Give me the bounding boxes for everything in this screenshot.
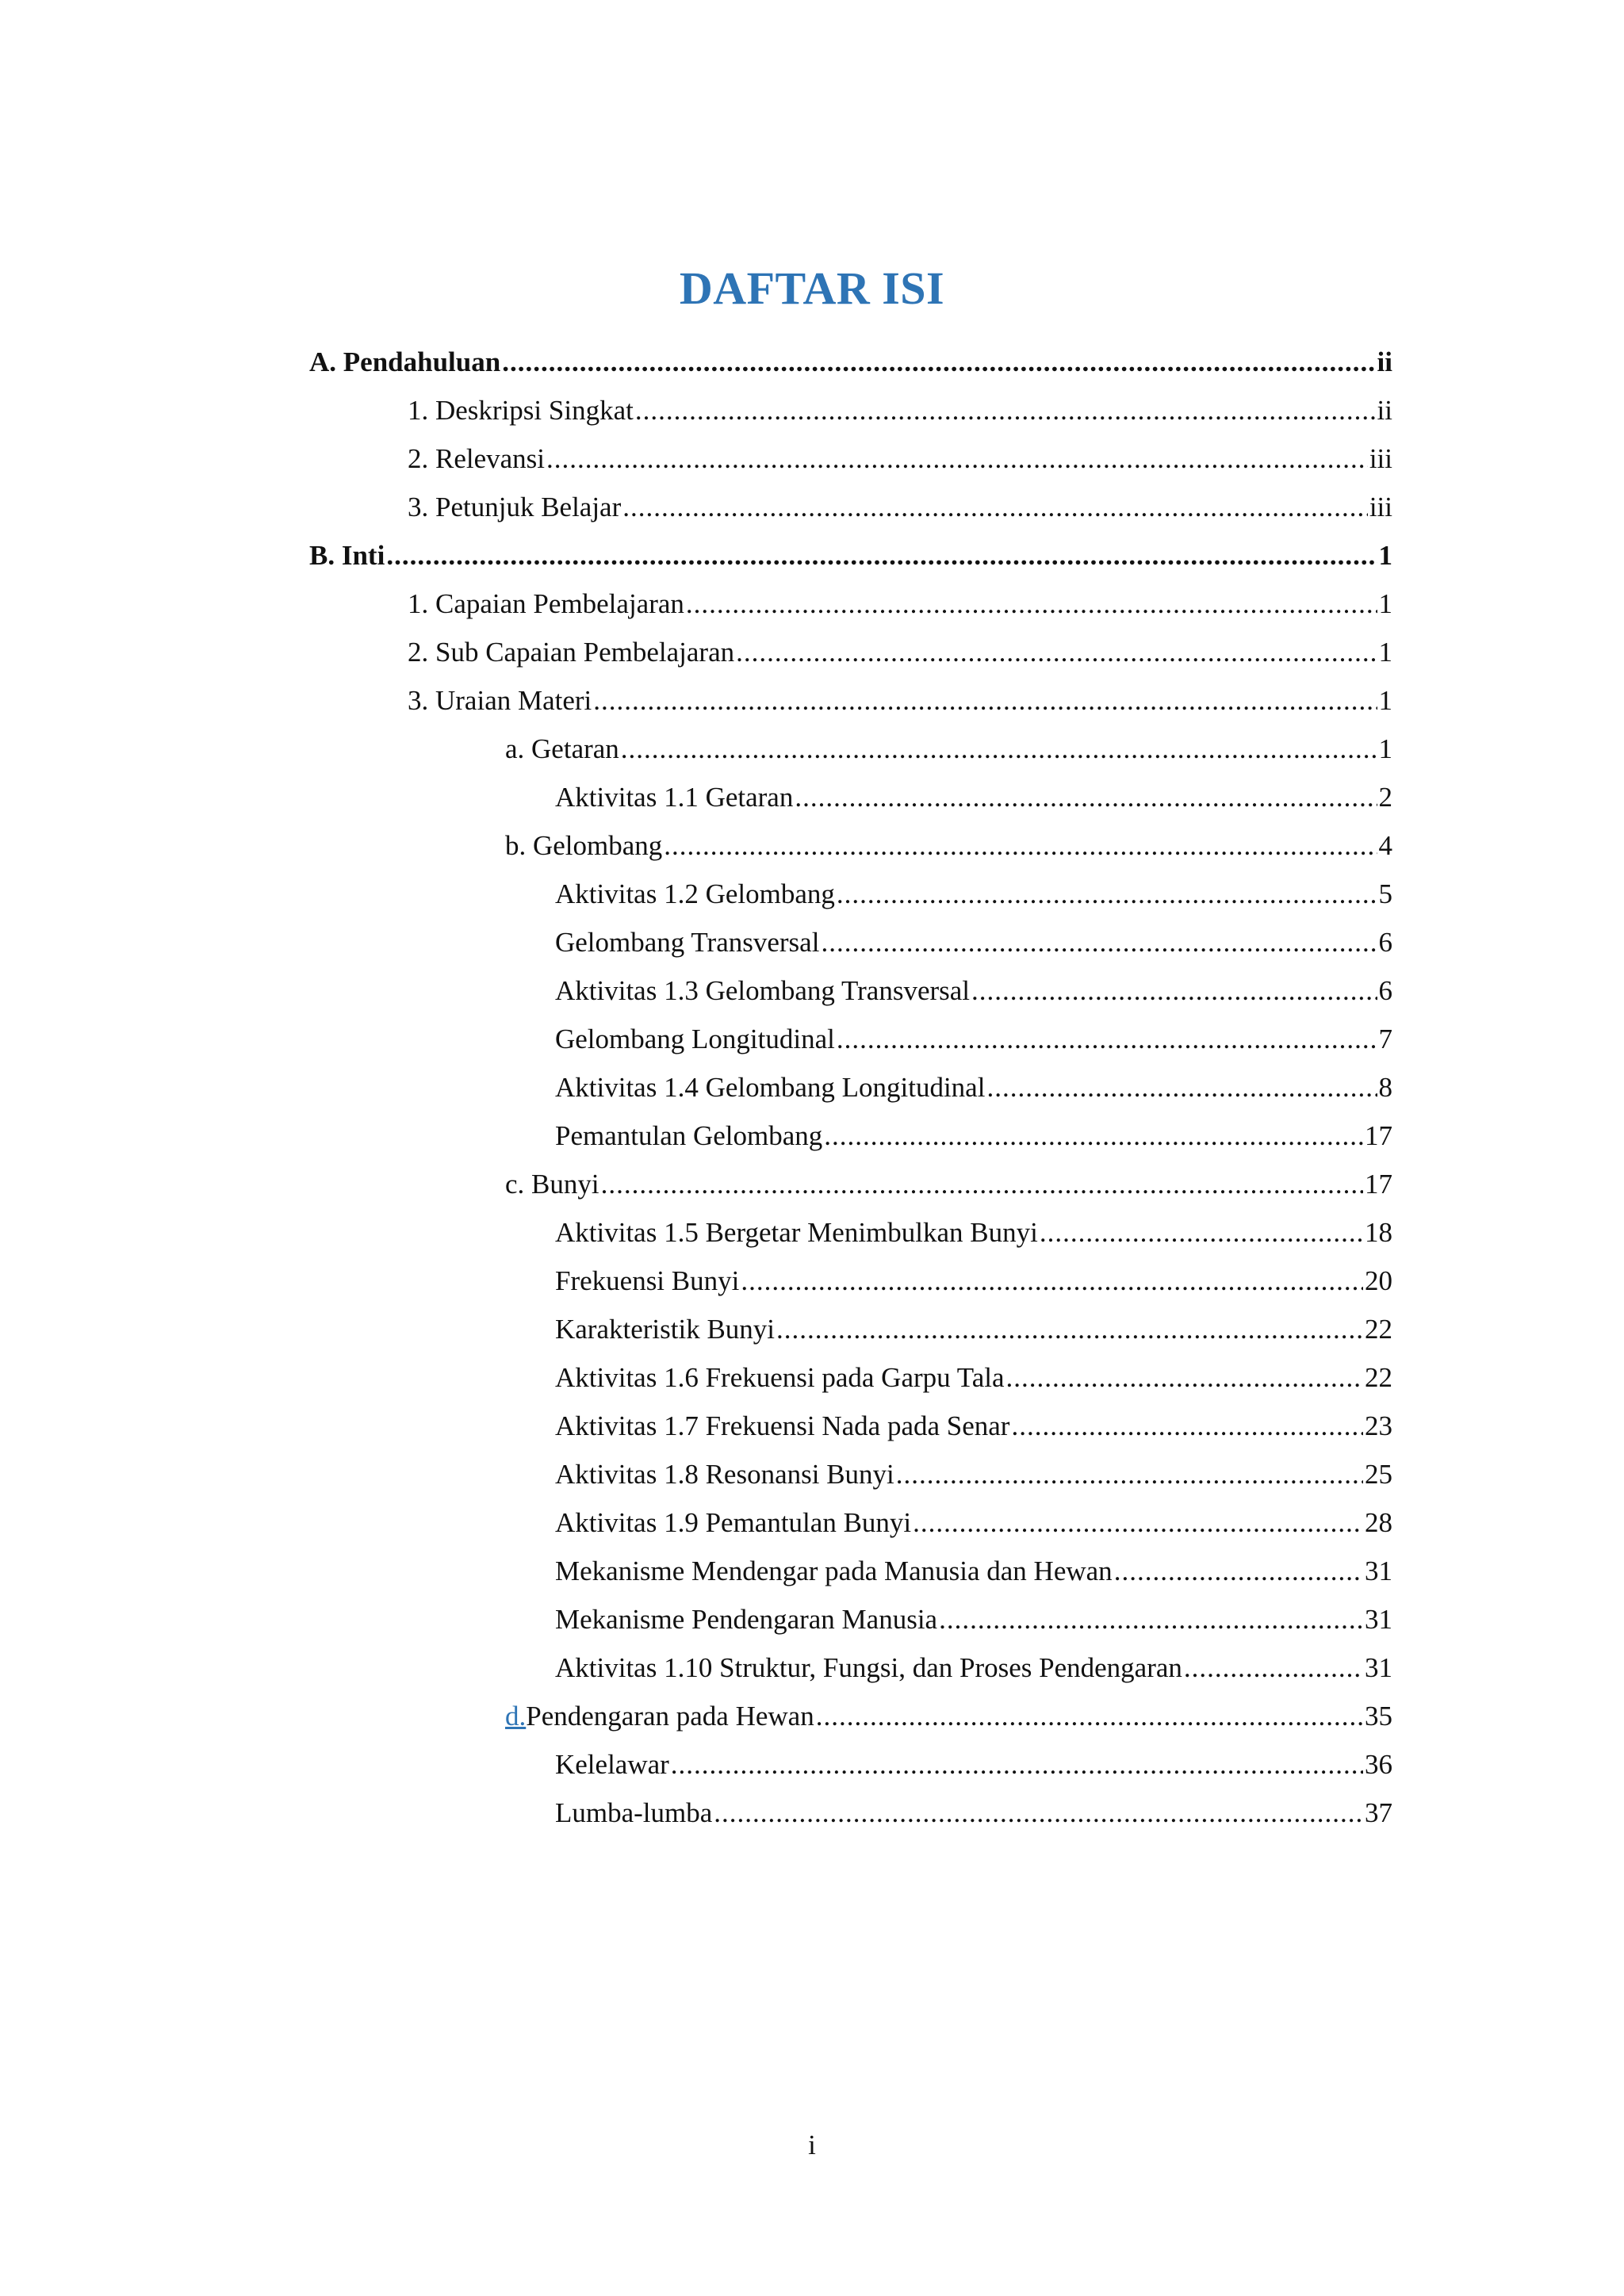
toc-entry-page-number: 31 <box>1365 1604 1392 1635</box>
toc-entry-label: 2. Sub Capaian Pembelajaran <box>408 637 735 668</box>
toc-entry[interactable] <box>555 1455 1392 1494</box>
toc-entry-label: Lumba-lumba <box>555 1797 713 1828</box>
dot-leader <box>986 1068 1377 1108</box>
toc-entry-page-number: 35 <box>1365 1701 1392 1732</box>
toc-entry[interactable] <box>555 1358 1392 1398</box>
toc-entry-label: c. Bunyi <box>505 1169 599 1200</box>
toc-entry-page-number: 17 <box>1365 1169 1392 1200</box>
toc-entry-page-number: 6 <box>1378 975 1392 1006</box>
toc-entry-label: Pendengaran pada Hewan <box>526 1701 814 1732</box>
toc-entry[interactable] <box>555 1600 1392 1640</box>
toc-entry-page-number: 1 <box>1378 637 1392 668</box>
toc-entry-page-number: 1 <box>1378 540 1392 571</box>
toc-entry-page-number: 5 <box>1378 878 1392 909</box>
dot-leader <box>795 778 1377 817</box>
dot-leader <box>821 923 1377 962</box>
toc-entry-page-number: ii <box>1377 346 1392 377</box>
toc-entry[interactable] <box>555 971 1392 1011</box>
toc-entry[interactable] <box>555 1068 1392 1108</box>
toc-entry[interactable] <box>555 1793 1392 1833</box>
toc-entry-page-number: 1 <box>1378 685 1392 716</box>
toc-entry-label: Aktivitas 1.6 Frekuensi pada Garpu Tala <box>555 1362 1005 1393</box>
dot-leader <box>622 488 1368 527</box>
toc-entry[interactable] <box>505 1697 1392 1736</box>
dot-leader <box>635 391 1376 430</box>
dot-leader <box>621 729 1377 769</box>
dot-leader <box>686 584 1377 624</box>
toc-entry[interactable] <box>408 391 1392 430</box>
toc-entry[interactable] <box>555 1310 1392 1349</box>
dot-leader <box>824 1116 1363 1156</box>
toc-entry-page-number: 18 <box>1365 1217 1392 1248</box>
dot-leader <box>1006 1358 1364 1398</box>
page-title: DAFTAR ISI <box>679 262 945 314</box>
toc-entry-page-number: 1 <box>1378 588 1392 619</box>
toc-entry-page-number: 8 <box>1378 1072 1392 1103</box>
page-number: i <box>808 2130 816 2160</box>
dot-leader <box>546 439 1368 479</box>
dot-leader <box>386 536 1377 576</box>
toc-entry-label: B. Inti <box>309 540 385 571</box>
toc-entry-page-number: iii <box>1369 443 1392 474</box>
dot-leader <box>593 681 1377 721</box>
toc-entry[interactable] <box>555 1261 1392 1301</box>
toc-entry-label: 1. Deskripsi Singkat <box>408 395 634 426</box>
toc-entry[interactable] <box>555 778 1392 817</box>
toc-entry[interactable] <box>408 633 1392 672</box>
toc-entry[interactable] <box>555 874 1392 914</box>
toc-entry[interactable] <box>555 1648 1392 1688</box>
toc-entry-page-number: 22 <box>1365 1362 1392 1393</box>
toc-entry-label: A. Pendahuluan <box>309 346 501 377</box>
toc-entry-label: Aktivitas 1.5 Bergetar Menimbulkan Bunyi <box>555 1217 1038 1248</box>
toc-entry-label: Aktivitas 1.4 Gelombang Longitudinal <box>555 1072 986 1103</box>
toc-entry-page-number: 2 <box>1378 782 1392 813</box>
toc-entry-label: Kelelawar <box>555 1749 669 1780</box>
toc-entry-page-number: 25 <box>1365 1459 1392 1490</box>
dot-leader <box>1011 1406 1363 1446</box>
dot-leader <box>1184 1648 1363 1688</box>
toc-entry-label: Aktivitas 1.10 Struktur, Fungsi, dan Proses Pendengaran <box>555 1652 1182 1683</box>
toc-entry-label: a. Getaran <box>505 733 619 764</box>
toc-entry-page-number: 7 <box>1378 1024 1392 1054</box>
toc-entry-page-number: 6 <box>1378 927 1392 958</box>
dot-leader <box>896 1455 1363 1494</box>
toc-entry-page-number: ii <box>1377 395 1392 426</box>
toc-entry[interactable] <box>555 1552 1392 1591</box>
toc-entry-label: Aktivitas 1.2 Gelombang <box>555 878 835 909</box>
toc-entry-label: Aktivitas 1.7 Frekuensi Nada pada Senar <box>555 1410 1010 1441</box>
toc-entry-label: b. Gelombang <box>505 830 663 861</box>
toc-entry[interactable] <box>505 1165 1392 1204</box>
dot-leader <box>971 971 1377 1011</box>
dot-leader <box>664 826 1377 866</box>
toc-entry-page-number: iii <box>1369 492 1392 522</box>
dot-leader <box>736 633 1377 672</box>
toc-entry-label: Aktivitas 1.3 Gelombang Transversal <box>555 975 971 1006</box>
toc-entry[interactable] <box>555 923 1392 962</box>
dot-leader <box>671 1745 1363 1785</box>
toc-entry-label: 3. Uraian Materi <box>408 685 592 716</box>
dot-leader <box>1114 1552 1363 1591</box>
toc-entry-page-number: 22 <box>1365 1314 1392 1345</box>
toc-entry[interactable] <box>555 1503 1392 1543</box>
dot-leader <box>837 874 1377 914</box>
toc-entry-label: 2. Relevansi <box>408 443 546 474</box>
toc-entry-label: Aktivitas 1.9 Pemantulan Bunyi <box>555 1507 912 1538</box>
toc-entry[interactable] <box>555 1406 1392 1446</box>
dot-leader <box>776 1310 1363 1349</box>
toc-entry-page-number: 31 <box>1365 1652 1392 1683</box>
dot-leader <box>714 1793 1363 1833</box>
toc-entry[interactable] <box>555 1020 1392 1059</box>
toc-entry-label: Gelombang Transversal <box>555 927 820 958</box>
dot-leader <box>1040 1213 1363 1253</box>
toc-entry[interactable] <box>408 681 1392 721</box>
toc-entry[interactable] <box>555 1745 1392 1785</box>
dot-leader <box>601 1165 1363 1204</box>
toc-entry[interactable] <box>309 536 1392 576</box>
toc-entry-label: Aktivitas 1.1 Getaran <box>555 782 794 813</box>
toc-entry-marker: d. <box>505 1701 527 1732</box>
toc-entry[interactable] <box>408 439 1392 479</box>
toc-entry-label: Frekuensi Bunyi <box>555 1265 740 1296</box>
dot-leader <box>837 1020 1377 1059</box>
toc-entry-label: Mekanisme Pendengaran Manusia <box>555 1604 938 1635</box>
dot-leader <box>816 1697 1363 1736</box>
toc-entry-page-number: 23 <box>1365 1410 1392 1441</box>
toc-entry[interactable] <box>408 584 1392 624</box>
toc-entry[interactable] <box>505 729 1392 769</box>
toc-entry-page-number: 31 <box>1365 1556 1392 1586</box>
toc-entry-label: Karakteristik Bunyi <box>555 1314 776 1345</box>
toc-entry[interactable] <box>505 826 1392 866</box>
toc-entry-label: 3. Petunjuk Belajar <box>408 492 622 522</box>
toc-entry-page-number: 4 <box>1378 830 1392 861</box>
toc-entry-page-number: 37 <box>1365 1797 1392 1828</box>
toc-entry-label: Mekanisme Mendengar pada Manusia dan Hewan <box>555 1556 1113 1586</box>
dot-leader <box>741 1261 1363 1301</box>
toc-entry-page-number: 1 <box>1378 733 1392 764</box>
toc-entry-label: Aktivitas 1.8 Resonansi Bunyi <box>555 1459 894 1490</box>
dot-leader <box>939 1600 1363 1640</box>
toc-entry-page-number: 36 <box>1365 1749 1392 1780</box>
toc-entry[interactable] <box>555 1213 1392 1253</box>
toc-entry-page-number: 28 <box>1365 1507 1392 1538</box>
dot-leader <box>502 342 1375 382</box>
toc-entry-label: Pemantulan Gelombang <box>555 1120 823 1151</box>
toc-entry-page-number: 17 <box>1365 1120 1392 1151</box>
toc-entry-label: Gelombang Longitudinal <box>555 1024 835 1054</box>
dot-leader <box>913 1503 1363 1543</box>
toc-entry-label: 1. Capaian Pembelajaran <box>408 588 684 619</box>
toc-entry-page-number: 20 <box>1365 1265 1392 1296</box>
toc-entry[interactable] <box>408 488 1392 527</box>
toc-entry[interactable] <box>555 1116 1392 1156</box>
toc-entry[interactable] <box>309 342 1392 382</box>
